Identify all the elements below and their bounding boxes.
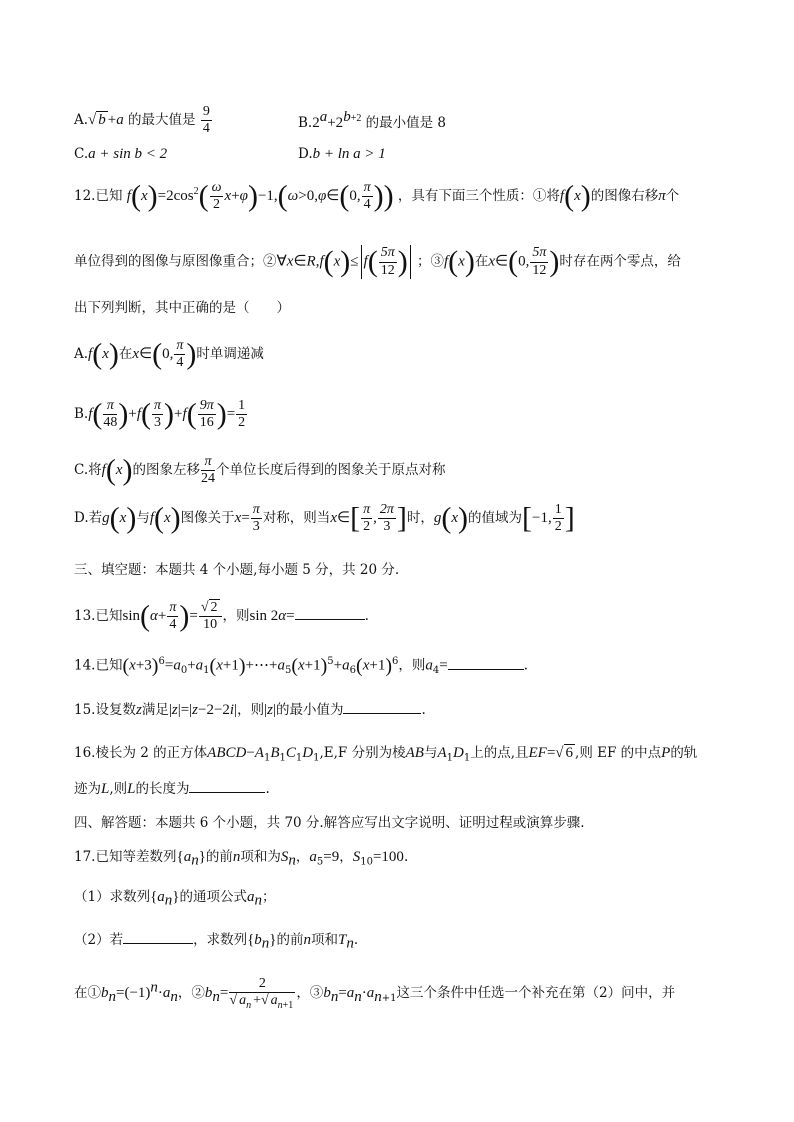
q12-option-b: B.f( $\frac{\pi}{48}$ )+f( $\frac{\pi}{3}$ )+f( $\frac{9\pi}{16}$ )= $\frac{1}{2}$	[74, 397, 246, 431]
q13: 13.已知sin(α+ $\frac{\pi}{4}$ )= $\frac{√ 2}{10}$ ，则sin 2α= .	[74, 599, 369, 633]
q11-option-c: C.a + sin b < 2	[74, 146, 168, 162]
q14: 14.已知$(x+3)^6=a_0+a_1(x+1)+\cdots+a_5(x+1)^5+a_6(x+1)^6$，则$a_4=$ .	[74, 655, 529, 677]
q12-option-c: C.将f(x)的图象左移 $\frac{\pi}{24}$ 个单位长度后得到的图象关于原点对称	[74, 453, 446, 487]
q15-answer-blank[interactable]	[343, 712, 421, 714]
q14-answer-blank[interactable]	[448, 668, 524, 670]
q12-stem-line1: 12.已知 $f(x)=2\cos^2$( $\frac{\omega}{2}$ x+φ)−1,(ω>0,φ∈(0, $\frac{\pi}{4}$ )) ，具有下面三个性质：①将f(x)的图像右移π个	[74, 179, 680, 213]
q13-answer-blank[interactable]	[295, 618, 365, 620]
q11-option-a: A.√ b +a 的最大值是 $\frac{9}{4}$	[74, 104, 210, 137]
q12-option-a: A.f(x)在x∈(0, $\frac{\pi}{4}$ )时单调递减	[74, 337, 264, 371]
q11-optA-fraction: $\frac{9}{4}$	[202, 104, 210, 137]
q15: 15.设复数z满足|z|=|z−2−2i|，则|z|的最小值为 .	[74, 702, 426, 718]
q16-line1: 16.棱长为 2 的正方体$ABCD-A_1B_1C_1D_1,E,F$ 分别为棱AB与$A_1D_1$上的点,且EF=√ 6 ,则 EF 的中点P的轨	[74, 745, 698, 764]
q11-option-b: $B.2^a+2^{b+2}$ 的最小值是 8	[298, 109, 447, 131]
q11-optA-expr: √ b +a	[88, 112, 124, 129]
section-4-heading: 四、解答题：本题共 6 个小题，共 70 分.解答应写出文字说明、证明过程或演算步骤.	[74, 815, 585, 831]
q17-part2: （2）若 ，求数列$\{b_n\}$的前n项和$T_n$.	[74, 932, 359, 952]
q12-stem-line3: 出下列判断，其中正确的是（ ）	[74, 300, 290, 316]
q17-part1: （1）求数列$\{a_n\}$的通项公式$a_n$；	[74, 889, 276, 909]
q12-option-d: D.若g(x)与f(x)图像关于x= $\frac{\pi}{3}$ 对称，则当x∈[ $\frac{\pi}{2}$ , $\frac{2\pi}{3}$ ]时，g(x)的值域为[−1, $\frac{1}{2}$ ]	[74, 501, 575, 535]
q12-stem-line2: 单位得到的图像与原图像重合；②∀x∈R,f(x)≤ f( $\frac{5\pi}{12}$ ) ；③f(x)在x∈(0, $\frac{5\pi}{12}$ )时存在两个零点，给	[74, 245, 681, 278]
q17-stem: 17.已知等差数列$\{a_n\}$的前n项和为$S_n$，$a_5=9$，$S_{10}=100$.	[74, 849, 409, 869]
q16-line2: 迹为L,则L的长度为 .	[74, 781, 270, 797]
q16-answer-blank[interactable]	[189, 791, 265, 793]
section-3-heading: 三、填空题：本题共 4 个小题,每小题 5 分，共 20 分.	[74, 562, 400, 578]
q11-option-d: D.b + ln a > 1	[298, 146, 386, 162]
q17-conditions: 在$①b_n=(-1)^n\cdot a_n$，$②b_n=$ $\frac{2}{√ a_n +√ a_{n+1}}$ ，$③b_n=a_n\cdot a_{n+1}$这三个条件中任选一个补充在第（2）问中，并	[74, 976, 676, 1011]
q17-condition-blank[interactable]	[123, 942, 193, 944]
